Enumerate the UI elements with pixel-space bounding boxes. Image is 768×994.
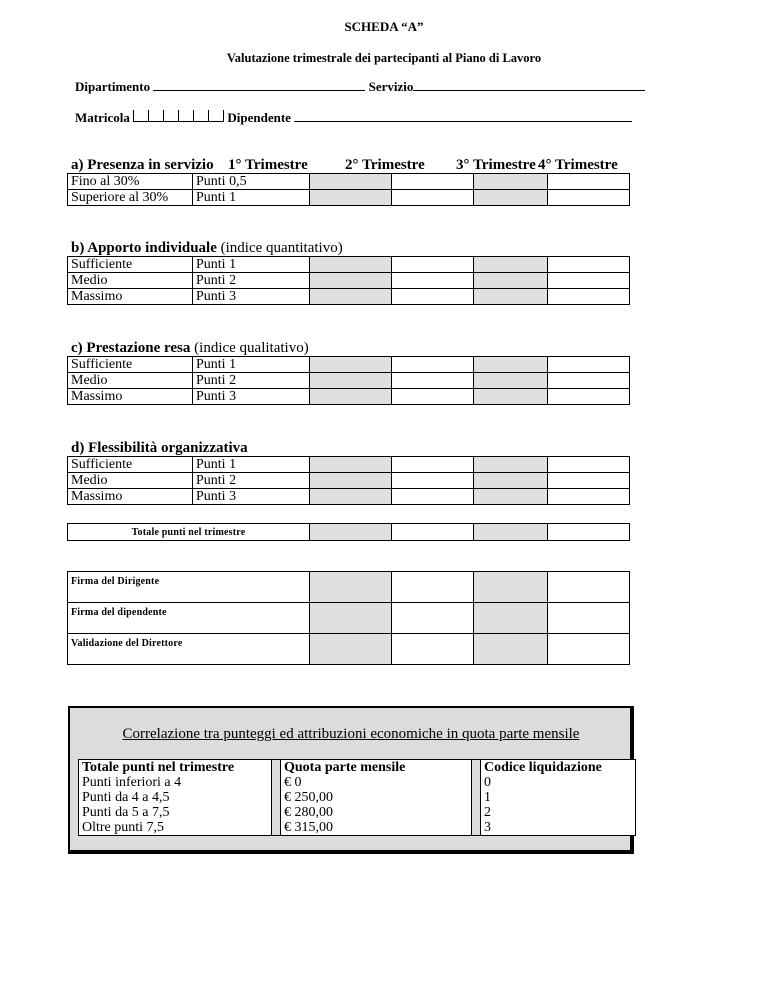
table-row: [68, 524, 630, 541]
row-label: Medio: [68, 373, 193, 389]
correlation-table: [78, 759, 636, 836]
q2-sign-cell[interactable]: [392, 572, 474, 603]
table-row: [68, 273, 630, 289]
q3-cell[interactable]: [474, 373, 548, 389]
q2-cell[interactable]: [392, 289, 474, 305]
q2-cell[interactable]: [392, 373, 474, 389]
corr-header-points: Totale punti nel trimestre: [79, 760, 272, 776]
q2-cell[interactable]: [392, 357, 474, 373]
row-points: Punti 3: [193, 489, 310, 505]
q4-cell[interactable]: [548, 257, 630, 273]
q4-cell[interactable]: [548, 473, 630, 489]
q2-cell[interactable]: [392, 457, 474, 473]
q4-cell[interactable]: [548, 357, 630, 373]
q3-cell[interactable]: [474, 457, 548, 473]
corr-header-quota: Quota parte mensile: [281, 760, 472, 776]
row-points: Punti 0,5: [193, 174, 310, 190]
q1-cell[interactable]: [310, 273, 392, 289]
section-a-title: a) Presenza in servizio: [71, 157, 214, 173]
q3-sign-cell[interactable]: [474, 603, 548, 634]
q4-sign-cell[interactable]: [548, 603, 630, 634]
q1-cell[interactable]: [310, 457, 392, 473]
dipartimento-field[interactable]: [153, 79, 365, 91]
q4-cell[interactable]: [548, 489, 630, 505]
q3-sign-cell[interactable]: [474, 572, 548, 603]
q1-sign-cell[interactable]: [310, 603, 392, 634]
q4-sign-cell[interactable]: [548, 572, 630, 603]
table-row: [68, 257, 630, 273]
validazione-direttore-label: Validazione del Direttore: [68, 634, 310, 665]
corr-quota: € 0: [281, 775, 472, 790]
dipartimento-label: Dipartimento: [75, 79, 151, 94]
form-title: SCHEDA “A”: [344, 19, 424, 34]
form-subtitle: Valutazione trimestrale dei partecipanti al Piano di Lavoro: [226, 51, 542, 65]
corr-points: Punti inferiori a 4: [79, 775, 272, 790]
row-label: Fino al 30%: [68, 174, 193, 190]
q1-cell[interactable]: [310, 289, 392, 305]
row-points: Punti 1: [193, 457, 310, 473]
table-row: [68, 457, 630, 473]
q3-sign-cell[interactable]: [474, 634, 548, 665]
corr-quota: € 250,00: [281, 790, 472, 805]
servizio-label: Servizio: [368, 79, 414, 94]
q3-cell[interactable]: [474, 289, 548, 305]
table-row: [68, 489, 630, 505]
corr-quota: € 315,00: [281, 820, 472, 836]
table-row: [79, 775, 636, 790]
row-label: Medio: [68, 473, 193, 489]
row-points: Punti 2: [193, 273, 310, 289]
q1-cell[interactable]: [310, 489, 392, 505]
q3-cell[interactable]: [474, 473, 548, 489]
q3-cell[interactable]: [474, 489, 548, 505]
q1-cell[interactable]: [310, 174, 392, 190]
row-points: Punti 1: [193, 357, 310, 373]
row-label: Sufficiente: [68, 257, 193, 273]
q2-cell[interactable]: [392, 190, 474, 206]
row-label: Medio: [68, 273, 193, 289]
q2-sign-cell[interactable]: [392, 634, 474, 665]
q4-sign-cell[interactable]: [548, 634, 630, 665]
row-label: Sufficiente: [68, 357, 193, 373]
q4-total-cell[interactable]: [548, 524, 630, 541]
row-label: Superiore al 30%: [68, 190, 193, 206]
row-points: Punti 3: [193, 389, 310, 405]
q3-cell[interactable]: [474, 174, 548, 190]
section-d-table: [67, 456, 630, 505]
firma-dirigente-label: Firma del Dirigente: [68, 572, 310, 603]
row-points: Punti 2: [193, 473, 310, 489]
row-points: Punti 1: [193, 190, 310, 206]
row-points: Punti 2: [193, 373, 310, 389]
q2-cell[interactable]: [392, 489, 474, 505]
quarter-3-header: 3° Trimestre: [456, 157, 536, 173]
row-label: Sufficiente: [68, 457, 193, 473]
matricola-label: Matricola: [75, 110, 130, 125]
table-row: [68, 174, 630, 190]
correlation-title: Correlazione tra punteggi ed attribuzioni economiche in quota parte mensile: [122, 726, 580, 742]
dipendente-field[interactable]: [294, 110, 632, 122]
corr-codice: 2: [481, 805, 636, 820]
totale-label: Totale punti nel trimestre: [68, 524, 310, 541]
row-label: Massimo: [68, 489, 193, 505]
q2-cell[interactable]: [392, 273, 474, 289]
totale-table: [67, 523, 630, 541]
table-row: [79, 805, 636, 820]
quarter-1-header: 1° Trimestre: [228, 157, 308, 173]
q1-cell[interactable]: [310, 473, 392, 489]
quarter-4-header: 4° Trimestre: [538, 157, 618, 173]
dipartimento-servizio-line: [75, 79, 645, 95]
servizio-field[interactable]: [413, 79, 645, 91]
q2-cell[interactable]: [392, 174, 474, 190]
q4-cell[interactable]: [548, 190, 630, 206]
table-row: [68, 289, 630, 305]
row-points: Punti 3: [193, 289, 310, 305]
row-points: Punti 1: [193, 257, 310, 273]
corr-points: Punti da 4 a 4,5: [79, 790, 272, 805]
q4-cell[interactable]: [548, 289, 630, 305]
corr-codice: 1: [481, 790, 636, 805]
corr-header-codice: Codice liquidazione: [481, 760, 636, 776]
q4-cell[interactable]: [548, 373, 630, 389]
section-d-title: d) Flessibilità organizzativa: [71, 440, 248, 456]
row-label: Massimo: [68, 289, 193, 305]
q4-cell[interactable]: [548, 174, 630, 190]
table-row: [79, 790, 636, 805]
q1-cell[interactable]: [310, 389, 392, 405]
q1-total-cell[interactable]: [310, 524, 392, 541]
table-row: [68, 572, 630, 603]
q2-cell[interactable]: [392, 473, 474, 489]
matricola-dipendente-line: [75, 110, 632, 126]
matricola-field[interactable]: [133, 110, 224, 126]
signatures-table: [67, 571, 630, 665]
table-row: [68, 373, 630, 389]
table-row: [68, 634, 630, 665]
section-c-table: [67, 356, 630, 405]
q3-cell[interactable]: [474, 357, 548, 373]
q2-cell[interactable]: [392, 389, 474, 405]
q1-sign-cell[interactable]: [310, 572, 392, 603]
table-row: [68, 190, 630, 206]
q3-cell[interactable]: [474, 273, 548, 289]
section-c-title: c) Prestazione resa (indice qualitativo): [71, 340, 309, 356]
table-row: [79, 820, 636, 836]
table-row: [68, 389, 630, 405]
table-row: [68, 473, 630, 489]
q4-cell[interactable]: [548, 273, 630, 289]
firma-dipendente-label: Firma del dipendente: [68, 603, 310, 634]
row-label: Massimo: [68, 389, 193, 405]
q2-cell[interactable]: [392, 257, 474, 273]
q3-cell[interactable]: [474, 389, 548, 405]
dipendente-label: Dipendente: [227, 110, 291, 125]
q1-cell[interactable]: [310, 373, 392, 389]
table-row: [68, 603, 630, 634]
table-row: [79, 760, 636, 776]
corr-quota: € 280,00: [281, 805, 472, 820]
q1-cell[interactable]: [310, 190, 392, 206]
section-b-title: b) Apporto individuale (indice quantitativo): [71, 240, 343, 256]
q1-cell[interactable]: [310, 357, 392, 373]
q2-total-cell[interactable]: [392, 524, 474, 541]
q3-cell[interactable]: [474, 190, 548, 206]
q4-cell[interactable]: [548, 457, 630, 473]
q1-sign-cell[interactable]: [310, 634, 392, 665]
q3-total-cell[interactable]: [474, 524, 548, 541]
section-a-table: [67, 173, 630, 206]
corr-codice: 0: [481, 775, 636, 790]
quarter-2-header: 2° Trimestre: [345, 157, 425, 173]
corr-codice: 3: [481, 820, 636, 836]
section-b-table: [67, 256, 630, 305]
q2-sign-cell[interactable]: [392, 603, 474, 634]
q4-cell[interactable]: [548, 389, 630, 405]
table-row: [68, 357, 630, 373]
corr-points: Punti da 5 a 7,5: [79, 805, 272, 820]
q1-cell[interactable]: [310, 257, 392, 273]
q3-cell[interactable]: [474, 257, 548, 273]
corr-points: Oltre punti 7,5: [79, 820, 272, 836]
